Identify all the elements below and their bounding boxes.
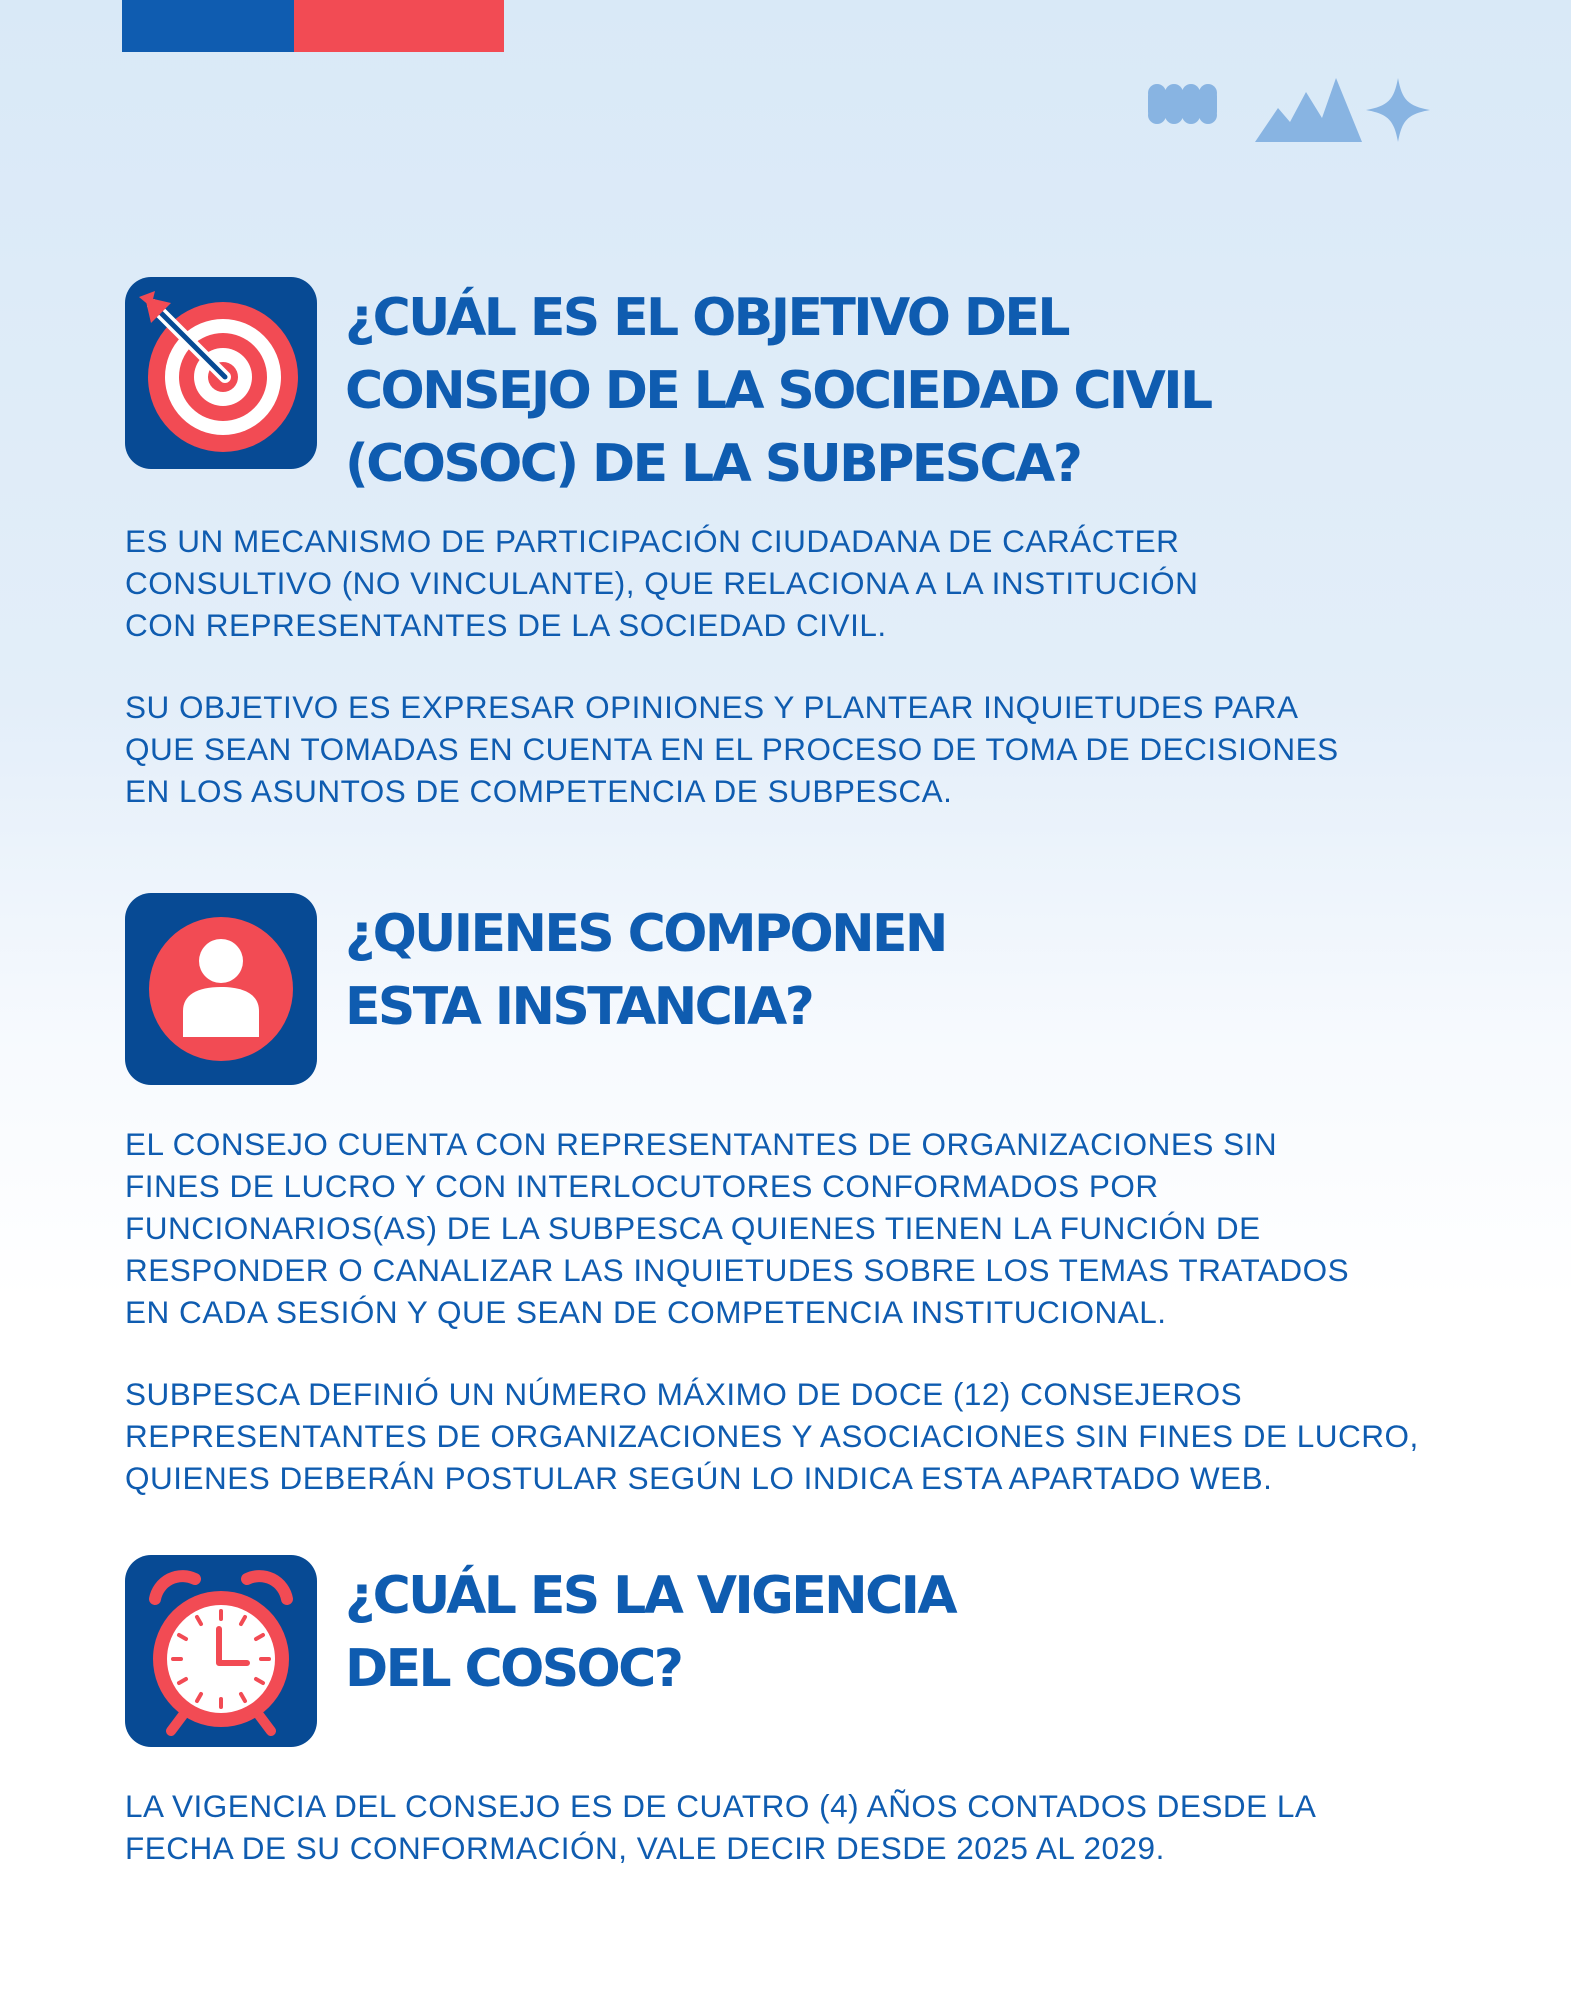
paragraph-line: FINES DE LUCRO Y CON INTERLOCUTORES CONFORMADOS POR (125, 1168, 1159, 1204)
paragraph-line: RESPONDER O CANALIZAR LAS INQUIETUDES SOBRE LOS TEMAS TRATADOS (125, 1252, 1350, 1288)
heading-line: ¿CUÁL ES LA VIGENCIA (345, 1566, 956, 1626)
top-bar-red (294, 0, 504, 52)
sparkle-icon (1366, 78, 1430, 142)
alarm-clock-icon (125, 1555, 317, 1747)
section-paragraph (125, 686, 1339, 812)
section-heading (345, 1560, 955, 1706)
paragraph-line: REPRESENTANTES DE ORGANIZACIONES Y ASOCIACIONES SIN FINES DE LUCRO, (125, 1418, 1419, 1454)
paragraph-line: SUBPESCA DEFINIÓ UN NÚMERO MÁXIMO DE DOCE (12) CONSEJEROS (125, 1376, 1243, 1412)
heading-line: ESTA INSTANCIA? (345, 977, 813, 1037)
dots-pattern-icon (1148, 84, 1217, 124)
section-paragraph (125, 1373, 1419, 1499)
section-heading (345, 898, 946, 1044)
target-icon (125, 277, 317, 469)
paragraph-line: LA VIGENCIA DEL CONSEJO ES DE CUATRO (4) AÑOS CONTADOS DESDE LA (125, 1788, 1317, 1824)
paragraph-line: EN CADA SESIÓN Y QUE SEAN DE COMPETENCIA INSTITUCIONAL. (125, 1294, 1167, 1330)
paragraph-line: ES UN MECANISMO DE PARTICIPACIÓN CIUDADANA DE CARÁCTER (125, 523, 1180, 559)
paragraph-line: EN LOS ASUNTOS DE COMPETENCIA DE SUBPESCA. (125, 773, 953, 809)
heading-line: (COSOC) DE LA SUBPESCA? (345, 434, 1081, 494)
section-paragraph (125, 1785, 1316, 1869)
person-icon-tile (125, 893, 317, 1085)
paragraph-line: EL CONSEJO CUENTA CON REPRESENTANTES DE ORGANIZACIONES SIN (125, 1126, 1278, 1162)
mountains-icon (1255, 78, 1362, 142)
paragraph-line: FUNCIONARIOS(AS) DE LA SUBPESCA QUIENES TIENEN LA FUNCIÓN DE (125, 1210, 1261, 1246)
paragraph-line: CONSULTIVO (NO VINCULANTE), QUE RELACIONA A LA INSTITUCIÓN (125, 565, 1199, 601)
heading-line: DEL COSOC? (345, 1639, 682, 1699)
target-icon-tile (125, 277, 317, 469)
person-icon (125, 893, 317, 1085)
paragraph-line: FECHA DE SU CONFORMACIÓN, VALE DECIR DESDE 2025 AL 2029. (125, 1830, 1165, 1866)
top-bar-blue (122, 0, 294, 52)
heading-line: ¿CUÁL ES EL OBJETIVO DEL (345, 288, 1068, 348)
paragraph-line: QUIENES DEBERÁN POSTULAR SEGÚN LO INDICA ESTA APARTADO WEB. (125, 1460, 1273, 1496)
paragraph-line: QUE SEAN TOMADAS EN CUENTA EN EL PROCESO DE TOMA DE DECISIONES (125, 731, 1339, 767)
paragraph-line: SU OBJETIVO ES EXPRESAR OPINIONES Y PLANTEAR INQUIETUDES PARA (125, 689, 1299, 725)
section-heading (345, 282, 1211, 501)
heading-line: CONSEJO DE LA SOCIEDAD CIVIL (345, 361, 1211, 421)
section-paragraph (125, 520, 1198, 646)
heading-line: ¿QUIENES COMPONEN (345, 904, 946, 964)
alarm-clock-icon-tile (125, 1555, 317, 1747)
paragraph-line: CON REPRESENTANTES DE LA SOCIEDAD CIVIL. (125, 607, 887, 643)
decorative-graphic (1140, 78, 1470, 148)
section-paragraph (125, 1123, 1349, 1333)
